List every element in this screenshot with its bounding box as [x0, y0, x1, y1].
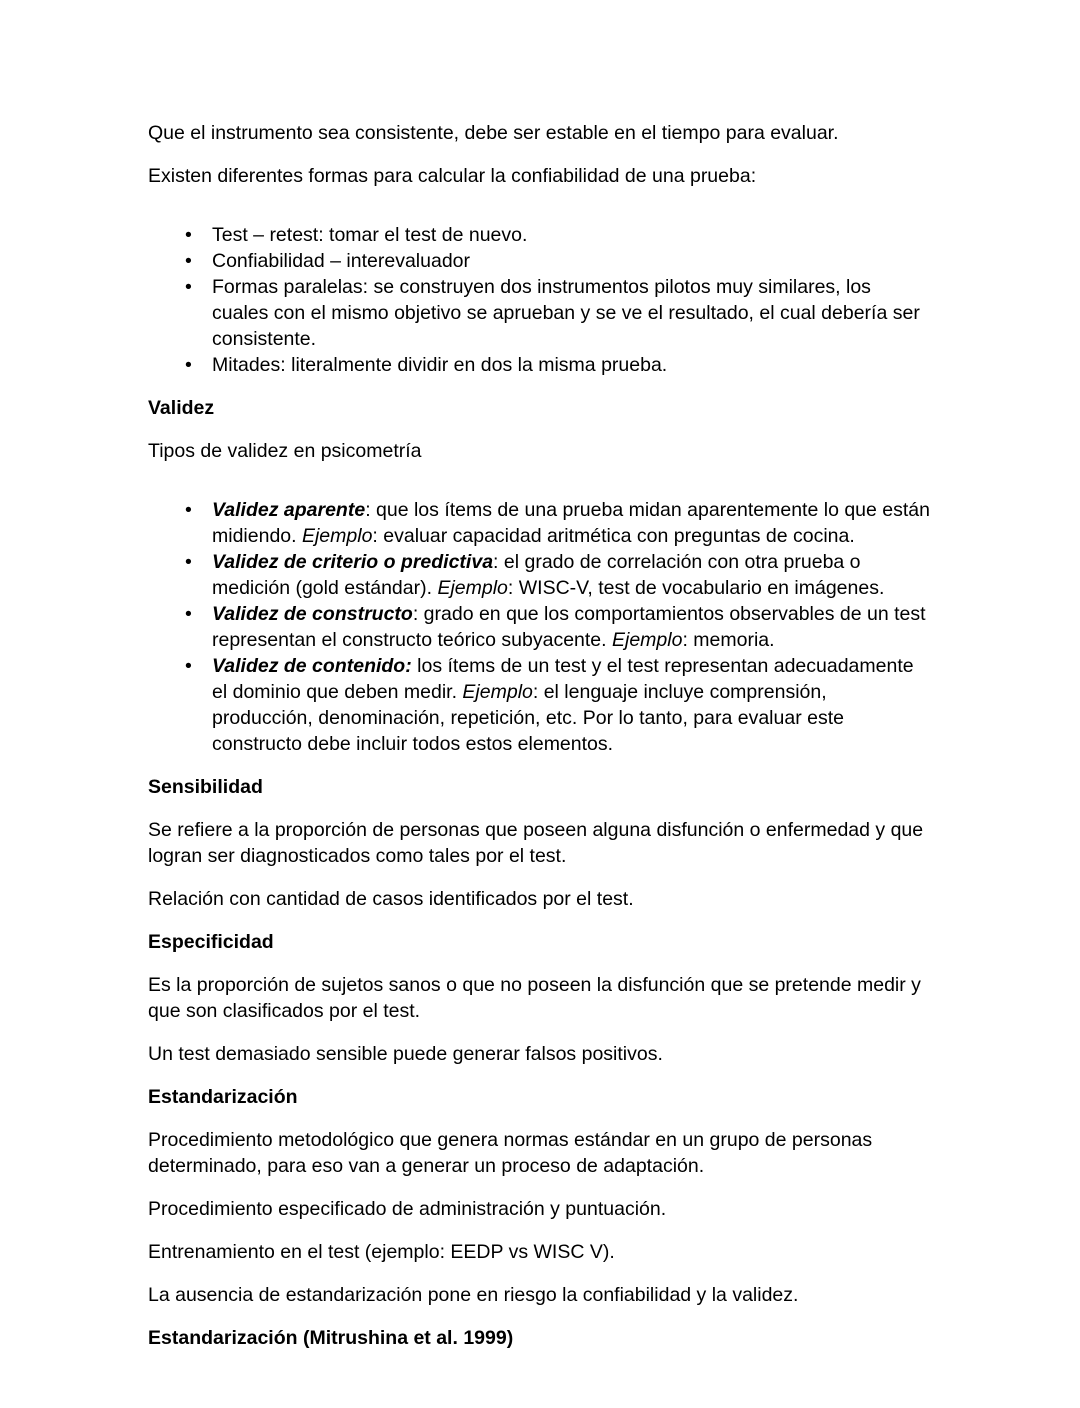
heading-sensibilidad: Sensibilidad	[148, 776, 263, 798]
list-top-spacer	[148, 481, 930, 497]
paragraph-sensibilidad-relacion: Relación con cantidad de casos identificados por el test.	[148, 888, 634, 910]
heading-estandarizacion: Estandarización	[148, 1086, 298, 1108]
list-item-text-after-example: : memoria.	[682, 629, 775, 651]
paragraph-especificidad-definicion: Es la proporción de sujetos sanos o que no poseen la disfunción que se pretende medir y que son clasificados por el test.	[148, 974, 921, 1022]
list-item-text-before-example: : grado en que los comportamientos observables de un test representan el constructo teórico subyacente.	[212, 603, 926, 651]
paragraph-procedimiento-especificado: Procedimiento especificado de administración y puntuación.	[148, 1198, 667, 1220]
list-item-mitades	[148, 352, 930, 378]
bullet-point-icon: •	[185, 499, 192, 521]
paragraph-tipos-validez: Tipos de validez en psicometría	[148, 440, 422, 462]
list-formas-confiabilidad	[148, 222, 930, 378]
example-label: Ejemplo	[611, 629, 683, 651]
heading-estandarizacion-mitrushina: Estandarización (Mitrushina et al. 1999)	[148, 1327, 514, 1349]
example-label: Ejemplo	[301, 525, 373, 547]
list-item-validez-criterio-predictiva	[148, 549, 930, 601]
list-item-formas-paralelas	[148, 274, 930, 352]
list-item-text-before-example: : que los ítems de una prueba midan aparentemente lo que están midiendo.	[212, 499, 930, 547]
example-label: Ejemplo	[437, 577, 508, 599]
bullet-point-icon: •	[185, 655, 192, 677]
list-item-validez-aparente	[148, 497, 930, 549]
list-item-lead: Validez de criterio o predictiva	[212, 551, 494, 573]
document-body	[148, 120, 930, 1351]
bullet-point-icon: •	[185, 250, 192, 272]
bullet-point-icon: •	[185, 603, 192, 625]
list-item-lead: Validez de constructo	[212, 603, 413, 625]
list-item-text: Confiabilidad – interevaluador	[212, 250, 471, 272]
list-item-validez-contenido	[148, 653, 930, 757]
list-item-lead: Validez aparente	[212, 499, 366, 521]
paragraph-estandarizacion-definicion: Procedimiento metodológico que genera normas estándar en un grupo de personas determinado, para eso van a generar un proceso de adaptación.	[148, 1129, 873, 1177]
bullet-point-icon: •	[185, 354, 192, 376]
list-item-text-before-example: : el grado de correlación con otra prueba o medición (gold estándar).	[212, 551, 861, 599]
bullet-point-icon: •	[185, 224, 192, 246]
paragraph-sensibilidad-definicion: Se refiere a la proporción de personas que poseen alguna disfunción o enfermedad y que logran ser diagnosticados como tales por el test.	[148, 819, 924, 867]
heading-especificidad: Especificidad	[148, 931, 274, 953]
bullet-point-icon: •	[185, 276, 192, 298]
paragraph-falsos-positivos: Un test demasiado sensible puede generar falsos positivos.	[148, 1043, 663, 1065]
paragraph-entrenamiento-test: Entrenamiento en el test (ejemplo: EEDP vs WISC V).	[148, 1241, 615, 1263]
list-tipos-validez	[148, 497, 930, 757]
list-item-text-after-example: : WISC-V, test de vocabulario en imágenes.	[507, 577, 885, 599]
paragraph-instrumento-consistente: Que el instrumento sea consistente, debe ser estable en el tiempo para evaluar.	[148, 122, 839, 144]
list-item-validez-constructo	[148, 601, 930, 653]
example-label: Ejemplo	[462, 681, 533, 703]
paragraph-formas-confiabilidad: Existen diferentes formas para calcular la confiabilidad de una prueba:	[148, 165, 757, 187]
list-item-text-before-example: los ítems de un test y el test representan adecuadamente el dominio que deben medir.	[212, 655, 914, 703]
list-item-text: Test – retest: tomar el test de nuevo.	[212, 224, 528, 246]
list-item-lead: Validez de contenido:	[212, 655, 412, 677]
list-item-text-after-example: : evaluar capacidad aritmética con preguntas de cocina.	[372, 525, 855, 547]
list-item-text-after-example: : el lenguaje incluye comprensión, producción, denominación, repetición, etc. Por lo tanto, para evaluar este constructo debe incluir todos estos elementos.	[212, 681, 844, 755]
paragraph-ausencia-estandarizacion: La ausencia de estandarización pone en riesgo la confiabilidad y la validez.	[148, 1284, 799, 1306]
heading-validez: Validez	[148, 397, 215, 419]
list-item-text: Mitades: literalmente dividir en dos la misma prueba.	[212, 354, 668, 376]
list-top-spacer	[148, 206, 930, 222]
list-item-confiabilidad-interevaluador	[148, 248, 930, 274]
list-item-test-retest	[148, 222, 930, 248]
list-item-text: Formas paralelas: se construyen dos instrumentos pilotos muy similares, los cuales con el mismo objetivo se aprueban y se ve el resultado, el cual debería ser consistente.	[212, 276, 920, 350]
bullet-point-icon: •	[185, 551, 192, 573]
